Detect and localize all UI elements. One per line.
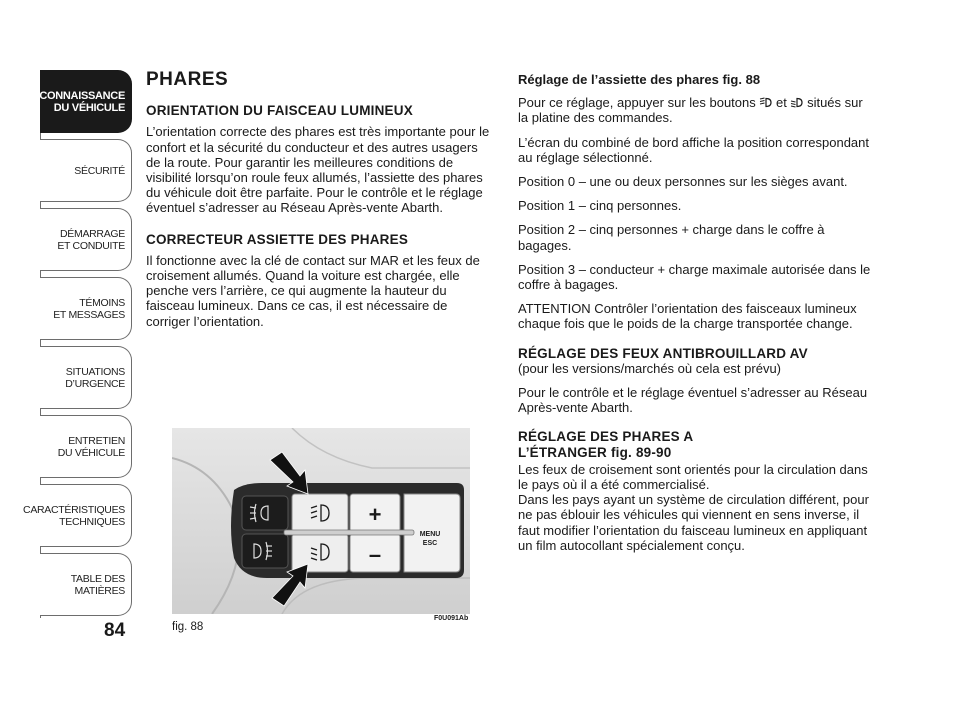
headlight-down-icon — [790, 97, 803, 108]
menu-label: MENU — [419, 531, 441, 538]
section-heading: RÉGLAGE DES FEUX ANTIBROUILLARD AV — [518, 345, 808, 361]
sidebar-tab[interactable] — [40, 139, 132, 202]
sidebar-tab-label: SÉCURITÉ — [74, 164, 125, 177]
sidebar-tab-label: DÉMARRAGE ET CONDUITE — [57, 227, 125, 252]
paragraph: Pour le contrôle et le réglage éventuel s’adresser au Réseau Après-vente Abarth. — [518, 385, 868, 416]
sidebar-tab[interactable] — [40, 346, 132, 409]
sidebar-tab[interactable] — [40, 277, 132, 340]
paragraph: Position 0 – une ou deux personnes sur les sièges avant. — [518, 174, 848, 190]
sidebar-tab-label: SITUATIONS D’URGENCE — [65, 365, 125, 390]
control-panel-illustration — [172, 428, 470, 614]
paragraph: Dans les pays ayant un système de circulation différent, pour ne pas éblouir les véhicules qui viennent en sens inverse, il faut modifier l’orientation du faisceau lumineux en appliquant un film autocollant spécialement conçu. — [518, 492, 869, 553]
figure-caption: fig. 88 — [172, 621, 204, 633]
page-number: 84 — [104, 620, 126, 641]
text: situés sur la platine des commandes. — [518, 95, 863, 126]
left-column — [146, 69, 491, 345]
sidebar-tab-label: TABLE DES MATIÈRES — [70, 572, 125, 597]
right-column — [518, 72, 873, 562]
sidebar-tab[interactable] — [23, 484, 132, 547]
headlight-down-button — [292, 534, 348, 572]
page-title: PHARES — [146, 69, 229, 90]
paragraph — [518, 95, 873, 125]
section-beam-orientation — [146, 103, 491, 215]
rear-fog-button — [242, 534, 288, 568]
sidebar-tab[interactable] — [40, 553, 132, 616]
section-sidebar — [23, 70, 132, 622]
figure-88 — [172, 428, 470, 614]
sidebar-tab[interactable] — [40, 208, 132, 271]
section-heading: RÉGLAGE DES PHARES A L’ÉTRANGER fig. 89-90 — [518, 429, 693, 460]
sidebar-tab[interactable] — [40, 415, 132, 478]
paragraph: L’écran du combiné de bord affiche la position correspondant au réglage sélectionné. — [518, 134, 869, 165]
section-headlight-corrector — [146, 232, 491, 329]
paragraph: Position 2 – cinq personnes + charge dans le coffre à bagages. — [518, 222, 825, 253]
sidebar-tab-label: CONNAISSANCE DU VÉHICULE — [39, 89, 125, 114]
paragraph: Il fonctionne avec la clé de contact sur MAR et les feux de croisement allumés. Quand la voiture est chargée, elle penche vers l’arrière, ce qui augmente la hauteur du faisceau lumineux. Dans ce cas, il est nécessaire de corriger l’orientation. — [146, 252, 480, 329]
sidebar-tab-label: CARACTÉRISTIQUES TECHNIQUES — [23, 503, 125, 528]
sidebar-tab-label: TÉMOINS ET MESSAGES — [53, 296, 125, 321]
subsection-heading: Réglage de l’assiette des phares fig. 88 — [518, 72, 761, 87]
esc-label: ESC — [422, 540, 438, 547]
headlight-up-icon — [759, 97, 772, 108]
text: Pour ce réglage, appuyer sur les boutons — [518, 95, 760, 111]
paragraph: Position 1 – cinq personnes. — [518, 198, 682, 214]
paragraph: ATTENTION Contrôler l’orientation des faisceaux lumineux chaque fois que le poids de la charge transportée change. — [518, 301, 857, 332]
paragraph: Les feux de croisement sont orientés pour la circulation dans le pays où il a été commercialisé. — [518, 461, 868, 493]
section-heading: CORRECTEUR ASSIETTE DES PHARES — [146, 231, 409, 247]
headlight-up-button — [292, 494, 348, 532]
paragraph: Position 3 – conducteur + charge maximale autorisée dans le coffre à bagages. — [518, 261, 871, 293]
section-heading: ORIENTATION DU FAISCEAU LUMINEUX — [146, 103, 413, 119]
paragraph: L’orientation correcte des phares est très importante pour le confort et la sécurité du conducteur et des autres usagers de la route. Pour garantir les meilleures conditions de visibilité lorsqu’on roule feux allumés, l’assiette des phares du véhicule doit être parfaite. Pour le contrôle et le réglage éventuel s’adresser au Réseau Après-vente Abarth. — [146, 124, 490, 216]
sidebar-tab[interactable] — [40, 70, 132, 133]
front-fog-button — [242, 496, 288, 530]
sidebar-tab-label: ENTRETIEN DU VÉHICULE — [57, 434, 125, 459]
minus-label: – — [368, 542, 382, 567]
text: et — [772, 95, 791, 111]
figure-code: F0U091Ab — [434, 615, 469, 622]
plus-label: + — [368, 502, 382, 527]
paragraph: (pour les versions/marchés où cela est prévu) — [518, 360, 782, 376]
